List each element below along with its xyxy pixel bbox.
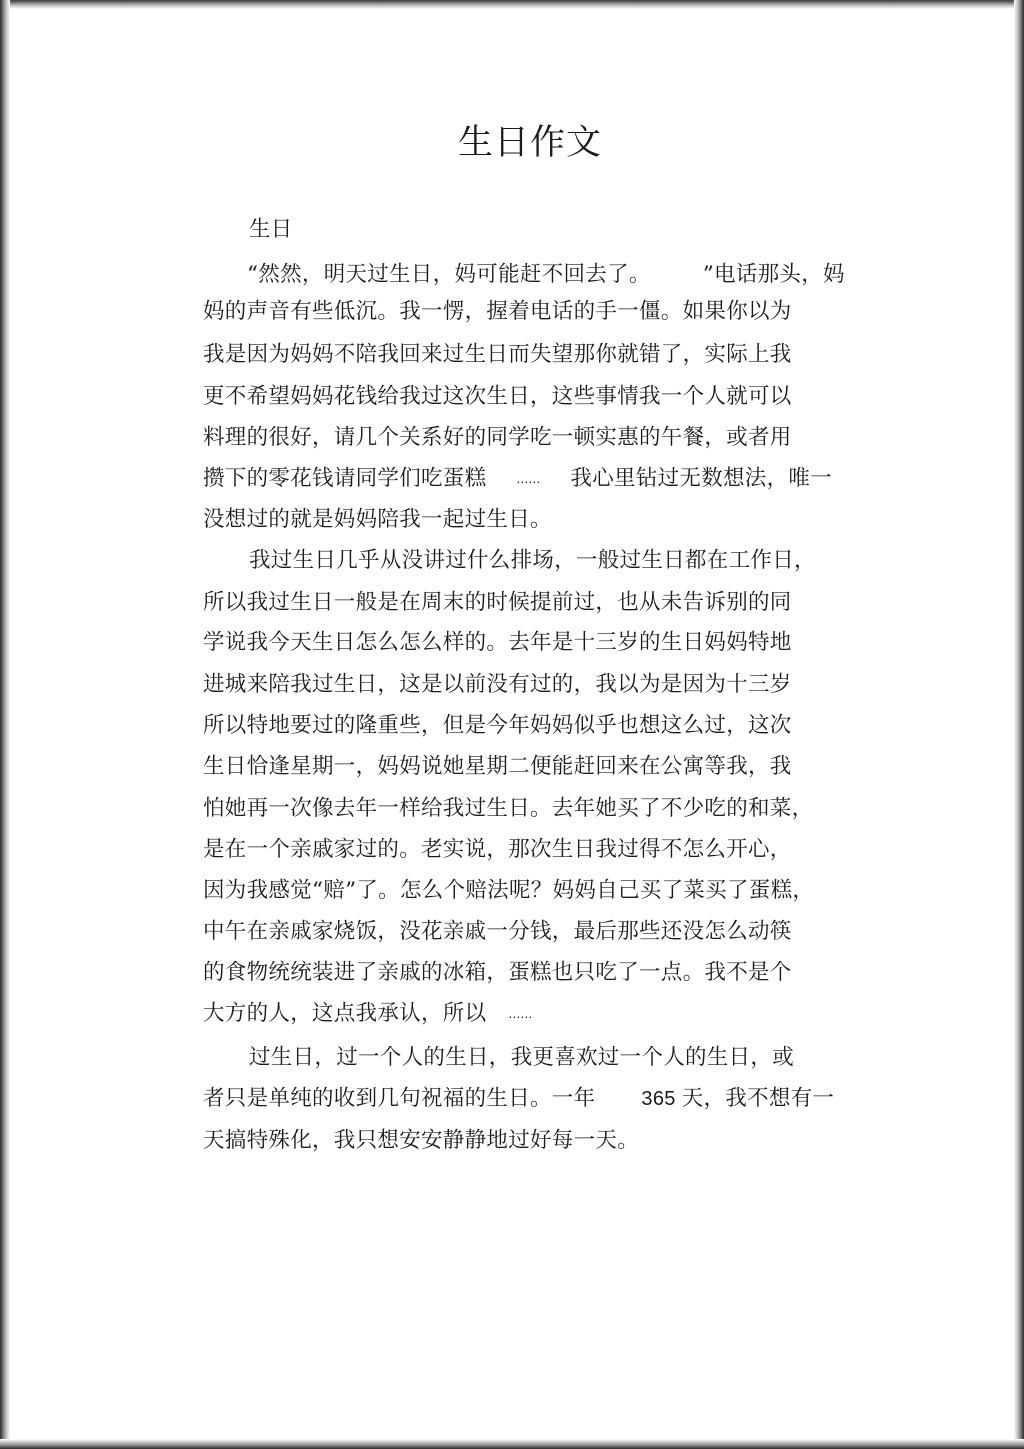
page-edge-bottom — [0, 1439, 1024, 1449]
paragraph-2-line-5: 所以特地要过的隆重些，但是今年妈妈似乎也想这么过，这次 — [203, 713, 792, 738]
paragraph-2-line-4: 进城来陪我过生日，这是以前没有过的，我以为是因为十三岁 — [203, 672, 792, 697]
paragraph-1-line-6 — [203, 464, 832, 494]
document-title: 生日作文 — [457, 123, 602, 163]
paragraph-2-line-1: 我过生日几乎从没讲过什么排场，一般过生日都在工作日， — [249, 548, 816, 573]
paragraph-1-line-2: 妈的声音有些低沉。我一愣，握着电话的手一僵。如果你以为 — [203, 299, 792, 324]
p2-l12-text: 大方的人，这点我承认，所以 — [203, 1001, 487, 1026]
section-heading: 生日 — [249, 217, 293, 242]
p1-l1-text-b: ”电话那头，妈 — [702, 262, 845, 287]
paragraph-3-line-1: 过生日，过一个人的生日，我更喜欢过一个人的生日，或 — [249, 1045, 795, 1070]
paragraph-3-line-2 — [203, 1084, 834, 1114]
paragraph-1-line-5: 料理的很好，请几个关系好的同学吃一顿实惠的午餐，或者用 — [203, 425, 792, 450]
paragraph-2-line-10: 中午在亲戚家烧饭，没花亲戚一分钱，最后那些还没怎么动筷 — [203, 919, 792, 944]
p1-l1-text-a: “然然，明天过生日，妈可能赶不回去了。 — [247, 262, 651, 287]
paragraph-1-line-1 — [247, 260, 845, 290]
number-365: 365 — [641, 1088, 676, 1110]
paragraph-2-line-7: 怕她再一次像去年一样给我过生日。去年她买了不少吃的和菜， — [203, 796, 814, 821]
p1-l6-text-a: 攒下的零花钱请同学们吃蛋糕 — [203, 466, 487, 491]
paragraph-1-line-7: 没想过的就是妈妈陪我一起过生日。 — [203, 507, 552, 532]
ellipsis: …… — [508, 1007, 533, 1021]
paragraph-2-line-8: 是在一个亲戚家过的。老实说，那次生日我过得不怎么开心， — [203, 837, 792, 862]
paragraph-2-line-2: 所以我过生日一般是在周末的时候提前过，也从未告诉别的同 — [203, 590, 792, 615]
paragraph-1-line-3: 我是因为妈妈不陪我回来过生日而失望那你就错了，实际上我 — [203, 342, 792, 367]
paragraph-1-line-4: 更不希望妈妈花钱给我过这次生日，这些事情我一个人就可以 — [203, 384, 792, 409]
p1-l6-text-b: 我心里钻过无数想法，唯一 — [570, 466, 833, 491]
page-edge-right — [1014, 0, 1024, 1449]
p3-l2-text-a: 者只是单纯的收到几句祝福的生日。一年 — [203, 1086, 596, 1111]
page-edge-top — [0, 0, 1024, 9]
paragraph-2-line-3: 学说我今天生日怎么怎么样的。去年是十三岁的生日妈妈特地 — [203, 630, 792, 655]
paragraph-2-line-6: 生日恰逢星期一，妈妈说她星期二便能赶回来在公寓等我，我 — [203, 754, 792, 779]
ellipsis: …… — [516, 472, 541, 486]
paragraph-2-line-9: 因为我感觉“赔”了。怎么个赔法呢？妈妈自己买了菜买了蛋糕， — [203, 878, 815, 903]
paragraph-3-line-3: 天搞特殊化，我只想安安静静地过好每一天。 — [203, 1128, 640, 1153]
p3-l2-text-b: 天，我不想有一 — [681, 1086, 835, 1111]
page-edge-left — [0, 0, 10, 1449]
paragraph-2-line-11: 的食物统统装进了亲戚的冰箱，蛋糕也只吃了一点。我不是个 — [203, 960, 792, 985]
paragraph-2-line-12 — [203, 999, 532, 1029]
